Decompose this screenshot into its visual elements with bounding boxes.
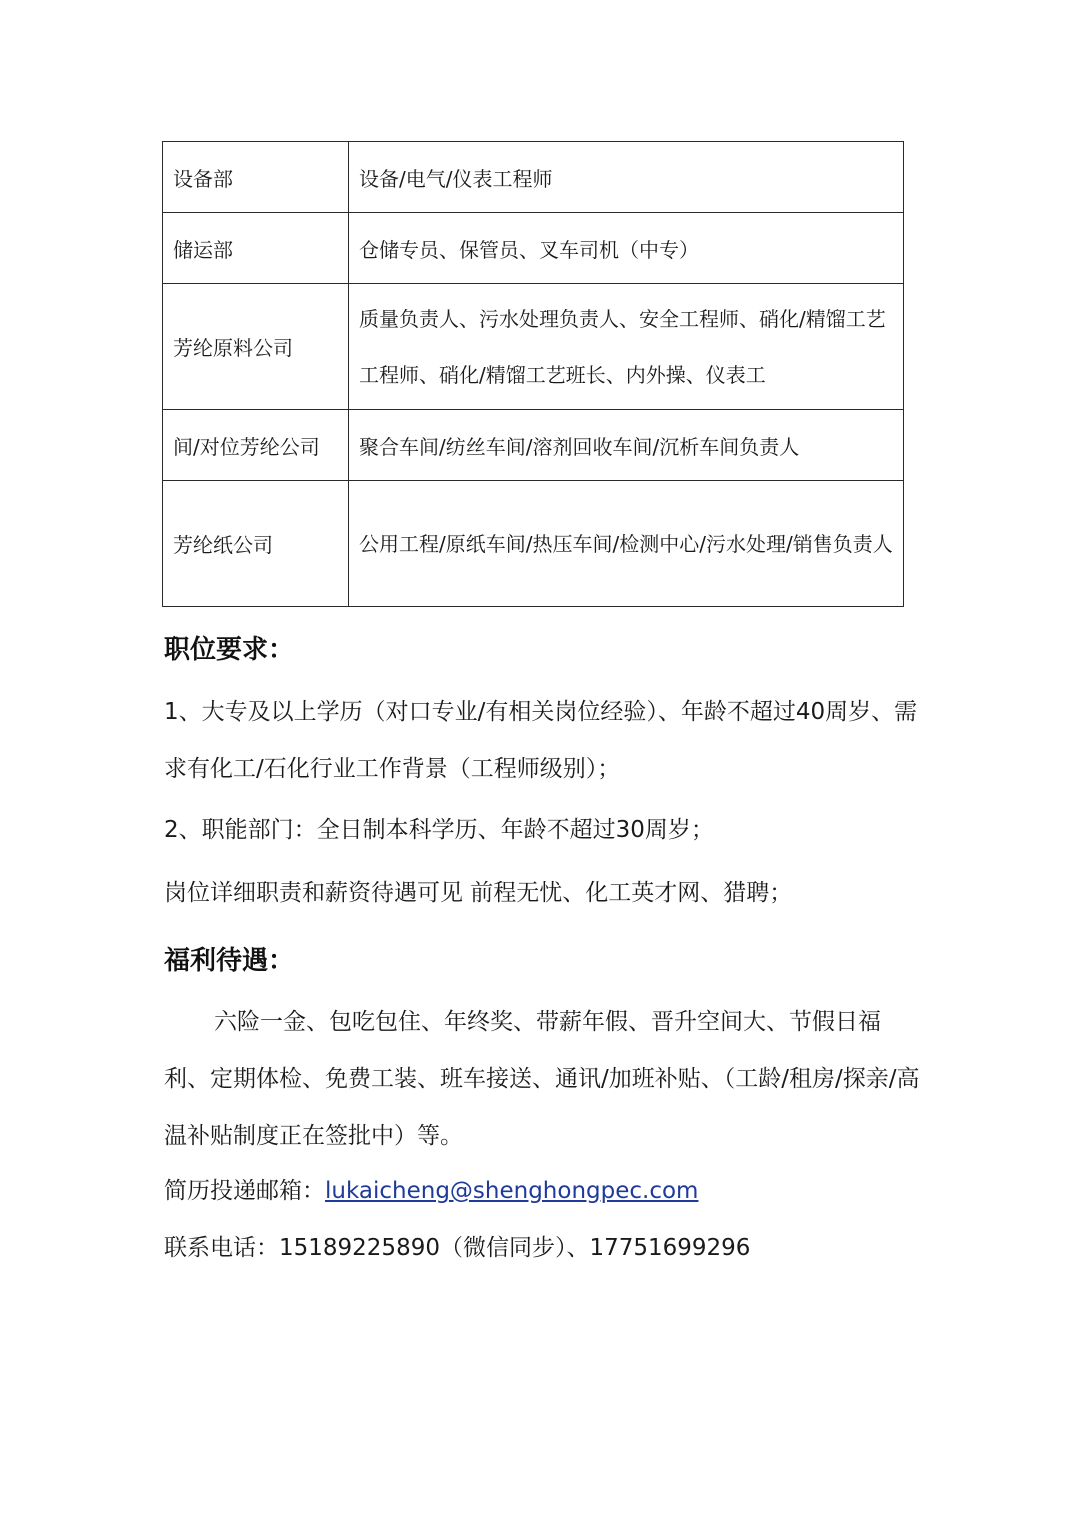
phone-label: 联系电话： xyxy=(164,1235,279,1261)
table-row xyxy=(163,481,904,607)
positions-cell: 聚合车间/纺丝车间/溶剂回收车间/沉析车间负责人 xyxy=(349,410,904,481)
positions-text: 公用工程/原纸车间/热压车间/检测中心/污水处理/销售负责人 xyxy=(359,531,893,556)
requirement-item-1: 1、大专及以上学历（对口专业/有相关岗位经验）、年龄不超过40周岁、需求有化工/石化行业工作背景（工程师级别）； xyxy=(164,699,918,782)
requirements-heading: 职位要求： xyxy=(164,635,295,665)
benefits-text: 六险一金、包吃包住、年终奖、带薪年假、晋升空间大、节假日福利、定期体检、免费工装、班车接送、通讯/加班补贴、（工龄/租房/探亲/高温补贴制度正在签批中）等。 xyxy=(164,1009,920,1149)
email-label: 简历投递邮箱： xyxy=(164,1178,325,1204)
email-line xyxy=(164,1163,924,1220)
positions-cell xyxy=(349,481,904,607)
department-cell: 设备部 xyxy=(163,142,349,213)
positions-cell xyxy=(349,284,904,410)
table-row xyxy=(163,213,904,284)
requirement-item-2: 2、职能部门：全日制本科学历、年龄不超过30周岁； xyxy=(164,817,714,843)
job-positions-table xyxy=(162,141,904,607)
benefits-heading: 福利待遇： xyxy=(164,946,295,976)
department-cell: 间/对位芳纶公司 xyxy=(163,410,349,481)
positions-cell: 仓储专员、保管员、叉车司机（中专） xyxy=(349,213,904,284)
email-link[interactable]: lukaicheng@shenghongpec.com xyxy=(325,1178,699,1204)
table-row xyxy=(163,410,904,481)
table-row xyxy=(163,284,904,410)
department-cell: 芳纶原料公司 xyxy=(163,284,349,410)
positions-text: 质量负责人、污水处理负责人、安全工程师、硝化/精馏工艺工程师、硝化/精馏工艺班长、内外操、仪表工 xyxy=(359,306,886,387)
department-cell: 储运部 xyxy=(163,213,349,284)
phone-line xyxy=(164,1220,924,1277)
positions-cell: 设备/电气/仪表工程师 xyxy=(349,142,904,213)
table-row xyxy=(163,142,904,213)
department-cell: 芳纶纸公司 xyxy=(163,481,349,607)
details-note: 岗位详细职责和薪资待遇可见 前程无忧、化工英才网、猎聘； xyxy=(164,880,793,906)
phone-numbers: 15189225890（微信同步）、17751699296 xyxy=(279,1235,751,1261)
